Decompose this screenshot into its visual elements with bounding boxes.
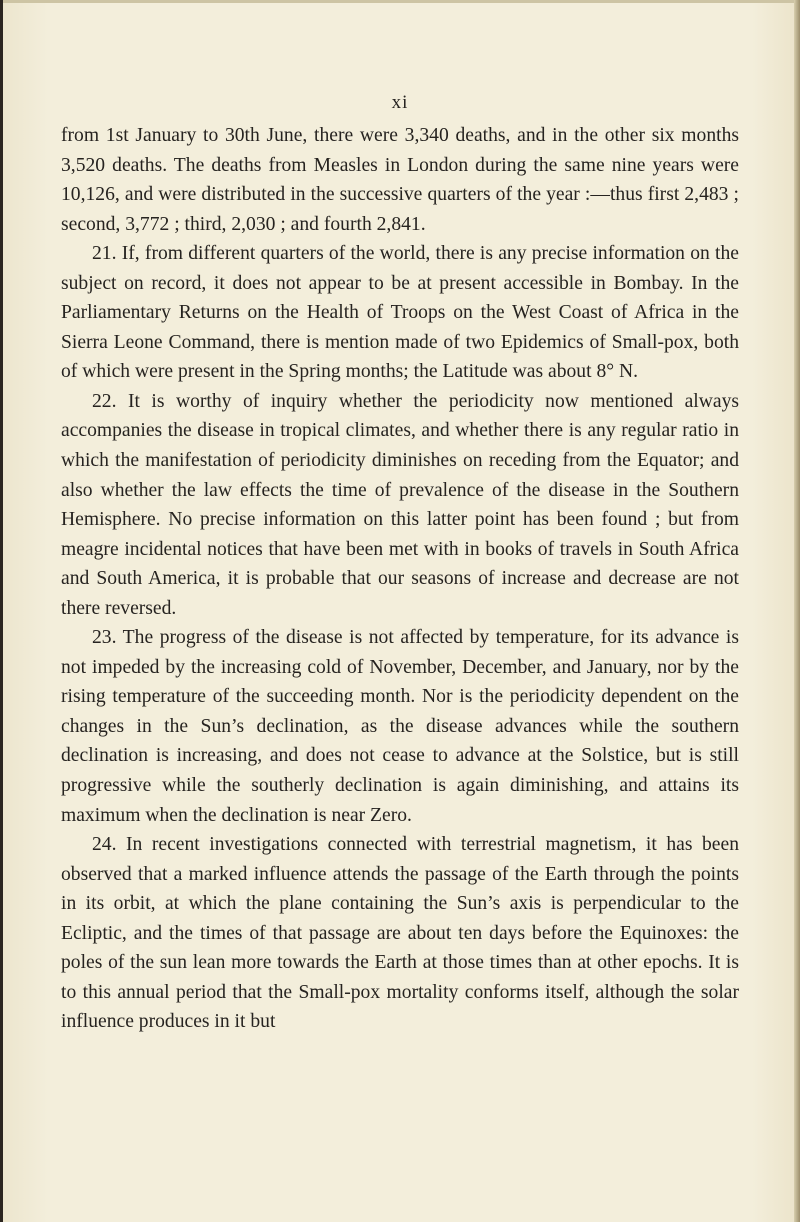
paragraph-21: 21. If, from different quarters of the world, there is any precise information on the subject on record, it does not appear to be at present accessible in Bombay. In the Parliamentary Returns on the Health of Troops on the West Coast of Africa in the Sierra Leone Command, there is mention made of two Epidemics of Small-pox, both of which were present in the Spring months; the Latitude was about 8° N.: [61, 243, 739, 383]
page-number: xi: [391, 92, 409, 113]
paragraph-22: 22. It is worthy of inquiry whether the periodicity now mentioned always accompanies the disease in tropical climates, and whether there is any regular ratio in which the manifestation of periodicity diminishes on receding from the Equator; and also whether the law effects the time of prevalence of the disease in the Southern Hemisphere. No precise information on this latter point has been found ; but from meagre incidental notices that have been met with in books of travels in South Africa and South America, it is probable that our seasons of increase and decrease are not there reversed.: [61, 390, 739, 619]
page-left-edge: [0, 0, 3, 1222]
body-text: [61, 121, 739, 1037]
page-top-edge: [0, 0, 800, 3]
paragraph-continued: from 1st January to 30th June, there were 3,340 deaths, and in the other six months 3,520 deaths. The deaths from Measles in London during the same nine years were 10,126, and were distributed in the successive quarters of the year :—thus first 2,483 ; second, 3,772 ; third, 2,030 ; and fourth 2,841.: [61, 125, 739, 235]
paragraph-24: 24. In recent investigations connected with terrestrial magnetism, it has been observed that a marked influence attends the passage of the Earth through the points in its orbit, at which the plane containing the Sun’s axis is perpendicular to the Ecliptic, and the times of that passage are about ten days before the Equinoxes: the poles of the sun lean more towards the Earth at those times than at other epochs. It is to this annual period that the Small-pox mortality conforms itself, although the solar influence produces in it but: [61, 834, 739, 1033]
page-right-edge: [794, 0, 800, 1222]
paragraph-23: 23. The progress of the disease is not affected by temperature, for its advance is not impeded by the increasing cold of November, December, and January, nor by the rising temperature of the succeeding month. Nor is the periodicity dependent on the changes in the Sun’s declination, as the disease advances while the southern declination is increasing, and does not cease to advance at the Solstice, but is still progressive while the southerly declination is again diminishing, and attains its maximum when the declination is near Zero.: [61, 627, 739, 826]
